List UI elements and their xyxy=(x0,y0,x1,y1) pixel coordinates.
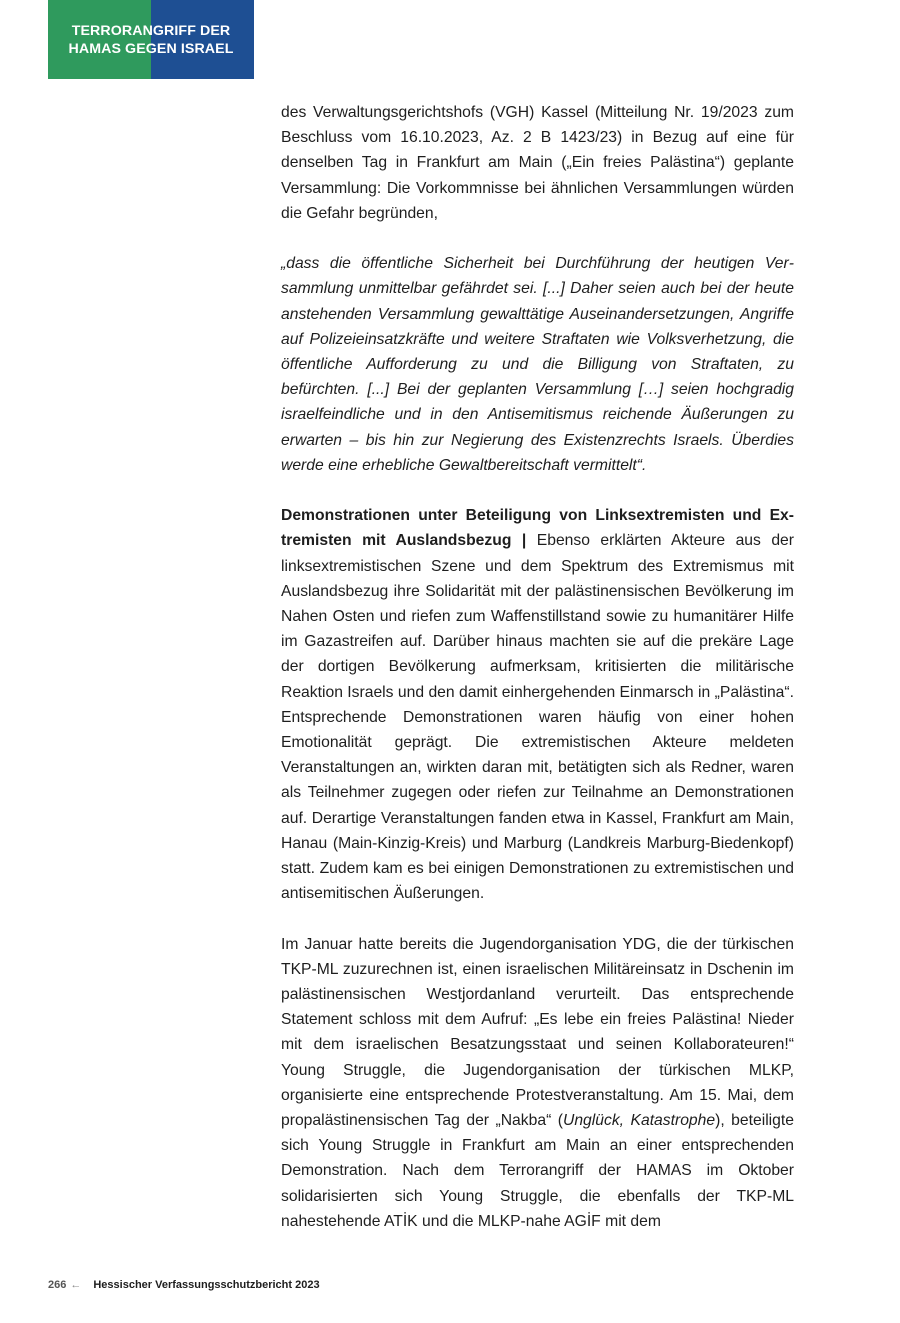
court-quote: „dass die öffentliche Sicherheit bei Durchführung der heutigen Versammlung unmittelbar gefährdet sei. [...] Daher seien auch bei der heute anstehenden Versammlung gewalttätige Auseinandersetzungen, Angriffe auf Polizeieinsatzkräfte und weitere Straftaten wie Volksverhetzung, die öffentliche Aufforderung zu und die Billigung von Straftaten, zu befürchten. [...] Bei der geplanten Versammlung […] seien hochgradig israelfeindliche und in den Antisemitismus reichende Äußerungen zu erwarten – bis hin zur Negierung des Existenzrechts Israels. Überdies werde eine erhebliche Gewaltbereitschaft vermittelt“. xyxy=(281,255,794,474)
paragraph-young-struggle-italic: Unglück, Katastrophe xyxy=(563,1112,716,1130)
page-footer xyxy=(48,1277,320,1293)
section-heading: Demonstrationen unter Beteiligung von Linksextremisten und Extremisten mit Auslandsbezug xyxy=(281,507,794,550)
page-number: 266 xyxy=(48,1279,67,1291)
paragraph-young-struggle xyxy=(281,932,794,1234)
chapter-tab xyxy=(48,0,254,79)
paragraph-young-struggle-part-1: Im Januar hatte bereits die Jugendorganisation YDG, die der türkischen TKP-ML zuzurechnen ist, einen israelischen Militäreinsatz in Dschenin im palästinensischen Westjordanland verurteilt. Das entsprechende Statement schloss mit dem Aufruf: „Es lebe ein freies Palästina! Nieder mit dem israelischen Besatzungsstaat und seinen Kollaborateuren!“ Young Struggle, die Jugendorganisation der türkischen MLKP, organisierte eine entsprechende Protestveranstaltung. Am 15. Mai, dem propalästinensischen Tag der „Nakba“ ( xyxy=(281,935,794,1130)
arrow-left-icon: ← xyxy=(70,1279,82,1291)
chapter-tab-line-2: HAMAS GEGEN ISRAEL xyxy=(68,40,234,57)
paragraph-demonstrations-text: Ebenso erklärten Akteure aus der linksextremistischen Szene und dem Spektrum des Extremismus mit Auslandsbezug ihre Solidarität mit der palästinensischen Bevölkerung im Nahen Osten und riefen zum Waffenstillstand sowie zu humanitärer Hilfe im Gazastreifen auf. Darüber hinaus machten sie auf die prekäre Lage der dortigen Bevölkerung aufmerksam, kritisierten die militärische Reaktion Israels und den damit einhergehenden Einmarsch in „Palästina“. Entsprechende Demonstrationen waren häufig von einer hohen Emotionalität geprägt. Die extremistischen Akteure meldeten Veranstaltungen an, wirkten daran mit, betätigten sich als Redner, waren als Teilnehmer zugegen oder riefen zur Teilnahme an Demonstrationen auf. Derartige Veranstaltungen fanden etwa in Kassel, Frankfurt am Main, Hanau (Main-Kinzig-Kreis) und Marburg (Landkreis Marburg-Biedenkopf) statt. Zudem kam es bei einigen Demonstrationen zu extremistischen und antisemitischen Äußerungen. xyxy=(281,532,795,903)
publication-title: Hessischer Verfassungsschutzbericht 2023 xyxy=(93,1279,320,1291)
paragraph-demonstrations xyxy=(281,503,794,906)
paragraph-young-struggle-part-2: ), beteiligte sich Young Struggle in Frankfurt am Main an einer entsprechenden Demonstration. Nach dem Terrorangriff der HAMAS im Oktober solidarisierten sich Young Struggle, die ebenfalls der TKP-ML nahestehende ATİK und die MLKP-nahe AGİF mit dem xyxy=(281,1112,794,1230)
paragraph-vgh: des Verwaltungsgerichtshofs (VGH) Kassel (Mitteilung Nr. 19/2023 zum Beschluss vom 16.10.2023, Az. 2 B 1423/23) in Bezug auf eine für denselben Tag in Frankfurt am Main („Ein freies Palästina“) geplante Versammlung: Die Vorkommnisse bei ähnlichen Versammlungen würden die Gefahr begründen, xyxy=(281,104,794,222)
heading-separator: | xyxy=(511,532,537,550)
main-text xyxy=(281,100,794,1259)
chapter-tab-line-1: TERRORANGRIFF DER xyxy=(71,22,231,39)
